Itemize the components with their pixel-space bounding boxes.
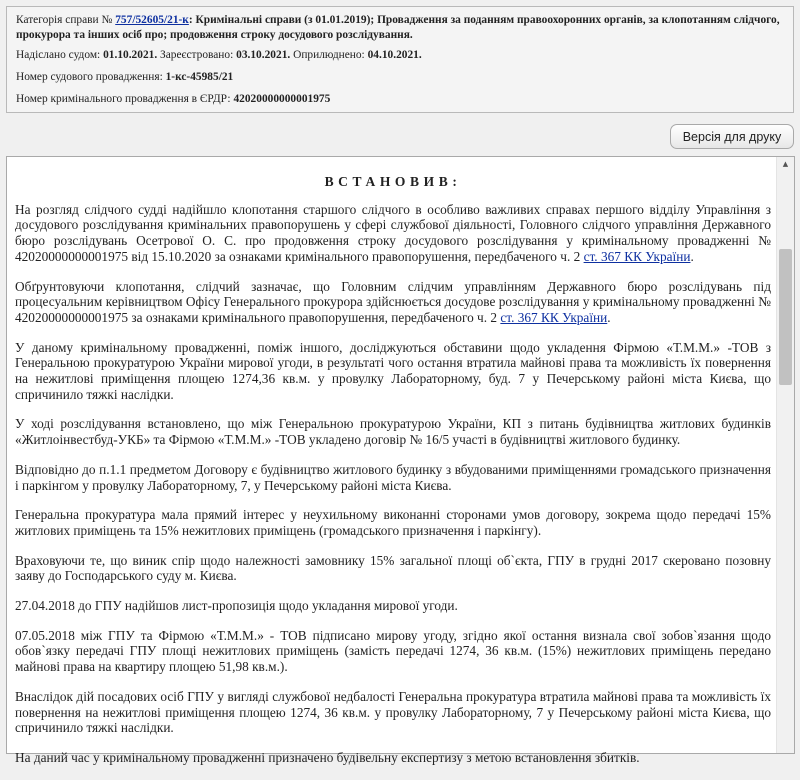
paragraph: Внаслідок дій посадових осіб ГПУ у вигляді службової недбалості Генеральна прокуратура втратила майнові права та можливість їх повернення на нежитлові приміщення площею 1274, 36 кв.м. у провулку Лабораторному, 7 у Печерському районі міста Києва, що спричинило тяжкі наслідки. bbox=[15, 688, 771, 736]
paragraph: Відповідно до п.1.1 предметом Договору є будівництво житлового будинку з вбудованими приміщеннями громадського призначення і паркінгом у провулку Лабораторному, 7, у Печерському районі міста Києва. bbox=[15, 461, 771, 493]
paragraph: Генеральна прокуратура мала прямий інтерес у неухильному виконанні сторонами умов договору, зокрема щодо передачі 15% житлових приміщень та 15% нежитлових приміщень (громадського призначення і паркінгу). bbox=[15, 507, 771, 538]
registered-date: 03.10.2021. bbox=[236, 49, 291, 61]
paragraph-text: Обґрунтовуючи клопотання, слідчий зазначає, що Головним слідчим управлінням Державного бюро розслідувань під процесуальним керівництвом Офісу Генерального прокурора здійснюється досудове розслідування у кримінальному провадженні № 42020000000001975 за ознаками кримінального правопорушення, передбаченого ч. 2 bbox=[15, 278, 771, 325]
scroll-up-icon[interactable]: ▲ bbox=[782, 160, 789, 168]
case-category-row bbox=[16, 13, 784, 43]
law-article-link[interactable]: ст. 367 КК України bbox=[500, 309, 608, 325]
published-date: 04.10.2021. bbox=[367, 49, 422, 61]
law-article-link[interactable]: ст. 367 КК України bbox=[583, 248, 691, 264]
paragraph bbox=[15, 279, 771, 326]
category-label: Категорія справи № bbox=[16, 14, 113, 26]
registered-label: Зареєстровано: bbox=[160, 49, 234, 61]
category-text: : Кримінальні справи (з 01.01.2019); Провадження за поданням правоохоронних органів, за клопотанням слідчого, прокурора та інших осіб про; продовження строку досудового розслідування. bbox=[16, 14, 780, 41]
document-content bbox=[15, 157, 771, 780]
paragraph-text-end: . bbox=[690, 248, 694, 264]
print-version-button[interactable]: Версія для друку bbox=[670, 124, 794, 149]
proceeding-number: 1-кс-45985/21 bbox=[165, 71, 234, 83]
paragraph: На даний час у кримінальному провадженні призначено будівельну експертизу з метою встановлення збитків. bbox=[15, 749, 640, 765]
paragraph: 07.05.2018 між ГПУ та Фірмою «Т.М.М.» - ТОВ підписано мирову угоду, згідно якої остання визнала свої зобов`язання щодо обов`язку передачі ГПУ площі нежитлових приміщень (замість передачі 1274, 36 кв.м. (15%) нежитлових приміщень передано майнові права на квартиру площею 51,98 кв.м.). bbox=[15, 627, 771, 675]
erdr-number: 42020000000001975 bbox=[233, 93, 331, 105]
paragraph: У ході розслідування встановлено, що між Генеральною прокуратурою України, КП з питань будівництва житлових будинків «Житлоінвестбуд-УКБ» та Фірмою «Т.М.М.» -ТОВ укладено договір № 16/5 участі в будівництві житлового будинку. bbox=[15, 416, 771, 448]
paragraph-text-end: . bbox=[607, 309, 611, 325]
scrollbar-thumb[interactable] bbox=[779, 249, 792, 385]
sent-label: Надіслано судом: bbox=[16, 49, 101, 61]
paragraph: Враховуючи те, що виник спір щодо належності замовнику 15% загальної площі об`єкта, ГПУ в грудні 2017 скеровано позовну заяву до Господарського суду м. Києва. bbox=[15, 552, 771, 584]
proceeding-label: Номер судового провадження: bbox=[16, 71, 163, 83]
paragraph bbox=[15, 202, 771, 265]
published-label: Оприлюднено: bbox=[293, 49, 365, 61]
document-title: ВСТАНОВИВ: bbox=[324, 174, 462, 189]
erdr-label: Номер кримінального провадження в ЄРДР: bbox=[16, 93, 231, 105]
paragraph-text: На розгляд слідчого судді надійшло клопотання старшого слідчого в особливо важливих справах першого відділу Управління з досудового розслідування кримінальних правопорушень у сфері службової діяльності, Головного слідчого управління Державного бюро розслідувань Осетрової О. С. про продовження строку досудового розслідування у кримінальному провадженні № 42020000000001975 від 15.10.2020 за ознаками кримінального правопорушення, передбаченого ч. 2 bbox=[15, 201, 771, 264]
dates-row bbox=[16, 48, 784, 63]
sent-date: 01.10.2021. bbox=[103, 49, 158, 61]
erdr-number-row bbox=[16, 92, 784, 107]
paragraph: У даному кримінальному провадженні, поміж іншого, досліджуються обставини щодо укладення Фірмою «Т.М.М.» -ТОВ з Генеральною прокуратурою України мирової угоди, в результаті чого остання втратила майнові права та можливість їх повернення на нежитлові приміщення площею 1274,36 кв.м. у провулку Лабораторному, буд. 7 у Печерському районі міста Києва, що спричинило тяжкі наслідки. bbox=[15, 339, 771, 402]
case-number-link[interactable]: 757/52605/21-к bbox=[115, 14, 189, 26]
document-frame[interactable] bbox=[6, 156, 795, 765]
proceeding-number-row bbox=[16, 70, 784, 85]
case-info-panel bbox=[6, 6, 794, 113]
paragraph: 27.04.2018 до ГПУ надійшов лист-пропозиція щодо укладання мирової угоди. bbox=[15, 598, 458, 614]
vertical-scrollbar[interactable] bbox=[776, 157, 794, 753]
